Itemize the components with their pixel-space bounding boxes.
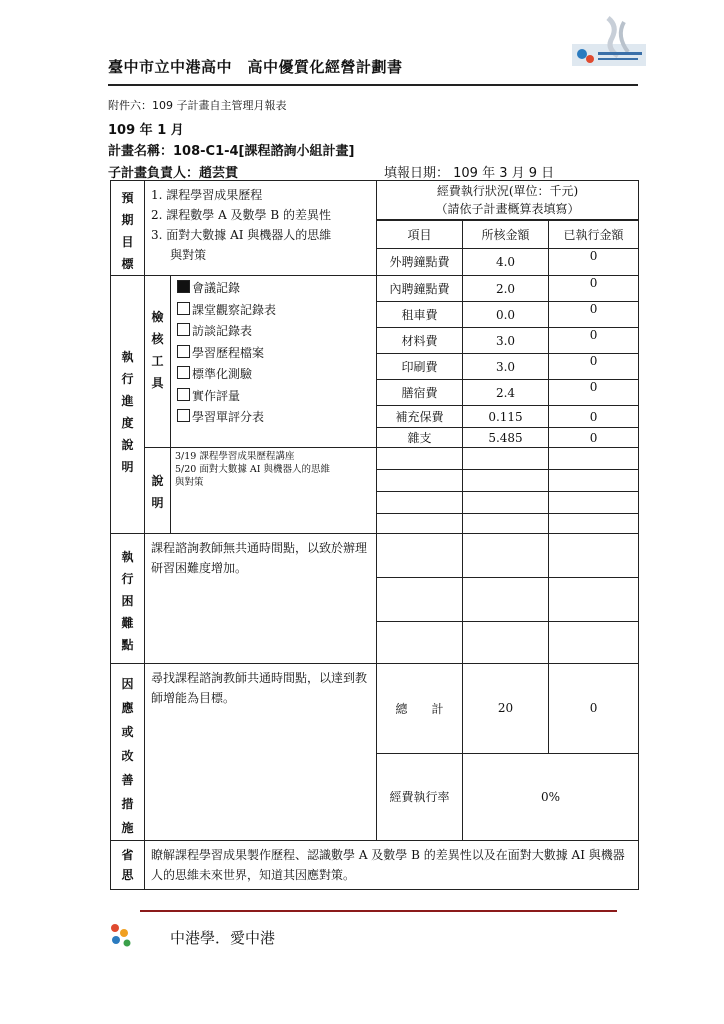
attachment-label: 附件六：109 子計畫自主管理月報表 [108,99,287,112]
note-line: 5/20 面對大數據 AI 與機器人的思維 [175,464,331,475]
goal-item: 3. 面對大數據 AI 與機器人的思維 [151,228,332,242]
footer-logo [106,920,136,950]
reflection-text: 瞭解課程學習成果製作歷程、認識數學 A 及數學 B 的差異性以及在面對大數據 AI 與機器人的思維未來世界，知道其因應對策。 [145,841,639,890]
notes-cell [171,448,377,534]
difficulty-text: 課程諮詢教師無共通時間點，以致於辦理研習困難度增加。 [145,534,377,664]
checkbox-icon [177,323,190,336]
note-line: 3/19 課程學習成果歷程講座 [175,451,295,462]
footer-rule [140,910,617,912]
budget-empty [549,578,639,622]
budget-empty [463,492,549,514]
year-month: 109 年 1 月 [108,123,184,138]
total-label: 總 計 [377,664,463,754]
budget-item: 膳宿費 [377,380,463,406]
budget-item: 內聘鐘點費 [377,276,463,302]
goal-item: 1. 課程學習成果歷程 [151,188,263,202]
checkbox-icon [177,409,190,422]
tool-checkbox-observation[interactable]: 課堂觀察記錄表 [177,300,370,322]
budget-item: 材料費 [377,328,463,354]
budget-item: 雜支 [377,428,463,448]
rate-label: 經費執行率 [377,753,463,840]
budget-approved: 0.0 [463,302,549,328]
budget-empty [549,622,639,664]
note-line: 與對策 [175,477,204,488]
budget-spent: 0 [549,428,639,448]
tools-label: 檢核工具 [145,276,171,448]
measures-label: 因應或改善措施 [111,664,145,841]
budget-title: 經費執行狀況(單位：千元) （請依子計畫概算表填寫） [377,181,639,220]
budget-empty [463,622,549,664]
budget-item: 外聘鐘點費 [377,248,463,275]
tool-checkbox-standard-test[interactable]: 標準化測驗 [177,364,370,386]
budget-approved: 0.115 [463,406,549,428]
budget-item: 印刷費 [377,354,463,380]
budget-empty [463,470,549,492]
note-label: 說明 [145,448,171,534]
tools-list [171,276,377,448]
plan-name: 計畫名稱：108-C1-4[課程諮詢小組計畫] [108,144,355,159]
budget-spent: 0 [549,248,639,275]
fill-date: 填報日期： 109 年 3 月 9 日 [384,166,555,181]
tool-checkbox-portfolio[interactable]: 學習歷程檔案 [177,343,370,365]
budget-approved: 3.0 [463,328,549,354]
goal-item: 與對策 [151,248,207,262]
total-spent: 0 [549,664,639,754]
school-logo [568,14,648,80]
checkbox-icon [177,302,190,315]
budget-empty [463,448,549,470]
budget-approved: 4.0 [463,248,549,275]
footer-slogan: 中港學．愛中港 [170,929,276,947]
tool-checkbox-meeting[interactable]: 會議記錄 [177,278,370,300]
budget-approved: 3.0 [463,354,549,380]
budget-empty [549,534,639,578]
budget-empty [377,514,463,534]
header-rule [108,84,638,86]
reflection-label: 省思 [111,841,145,890]
budget-empty [463,534,549,578]
budget-spent: 0 [549,354,639,380]
report-table [110,180,639,890]
budget-spent: 0 [549,406,639,428]
checkbox-icon [177,280,190,293]
budget-spent: 0 [549,276,639,302]
budget-empty [549,470,639,492]
col-item-header: 項目 [377,221,463,248]
budget-item: 補充保費 [377,406,463,428]
budget-empty [377,492,463,514]
rate-value: 0% [463,753,639,840]
budget-spent: 0 [549,328,639,354]
checkbox-icon [177,366,190,379]
budget-empty [463,514,549,534]
budget-empty [377,622,463,664]
budget-empty [377,448,463,470]
budget-empty [549,492,639,514]
checkbox-icon [177,345,190,358]
tool-checkbox-worksheet[interactable]: 學習單評分表 [177,407,370,429]
page-title: 臺中市立中港高中 高中優質化經營計劃書 [108,58,403,76]
budget-empty [549,514,639,534]
total-approved: 20 [463,664,549,754]
budget-empty [377,470,463,492]
budget-item: 租車費 [377,302,463,328]
goals-cell [145,181,377,276]
tool-checkbox-interview[interactable]: 訪談記錄表 [177,321,370,343]
plan-owner: 子計畫負責人：趙芸貫 [108,166,239,181]
budget-spent: 0 [549,380,639,406]
budget-empty [549,448,639,470]
budget-empty [463,578,549,622]
col-approved-header: 所核金額 [463,221,549,248]
budget-approved: 5.485 [463,428,549,448]
budget-spent: 0 [549,302,639,328]
budget-approved: 2.4 [463,380,549,406]
goals-label: 預期目標 [111,181,145,276]
tool-checkbox-performance[interactable]: 實作評量 [177,386,370,408]
goal-item: 2. 課程數學 A 及數學 B 的差異性 [151,208,332,222]
difficulty-label: 執行困難點 [111,534,145,664]
budget-approved: 2.0 [463,276,549,302]
progress-label: 執行進度說明 [111,276,145,534]
measures-text: 尋找課程諮詢教師共通時間點，以達到教師增能為目標。 [145,664,377,841]
col-spent-header: 已執行金額 [549,221,639,248]
checkbox-icon [177,388,190,401]
budget-empty [377,578,463,622]
budget-empty [377,534,463,578]
